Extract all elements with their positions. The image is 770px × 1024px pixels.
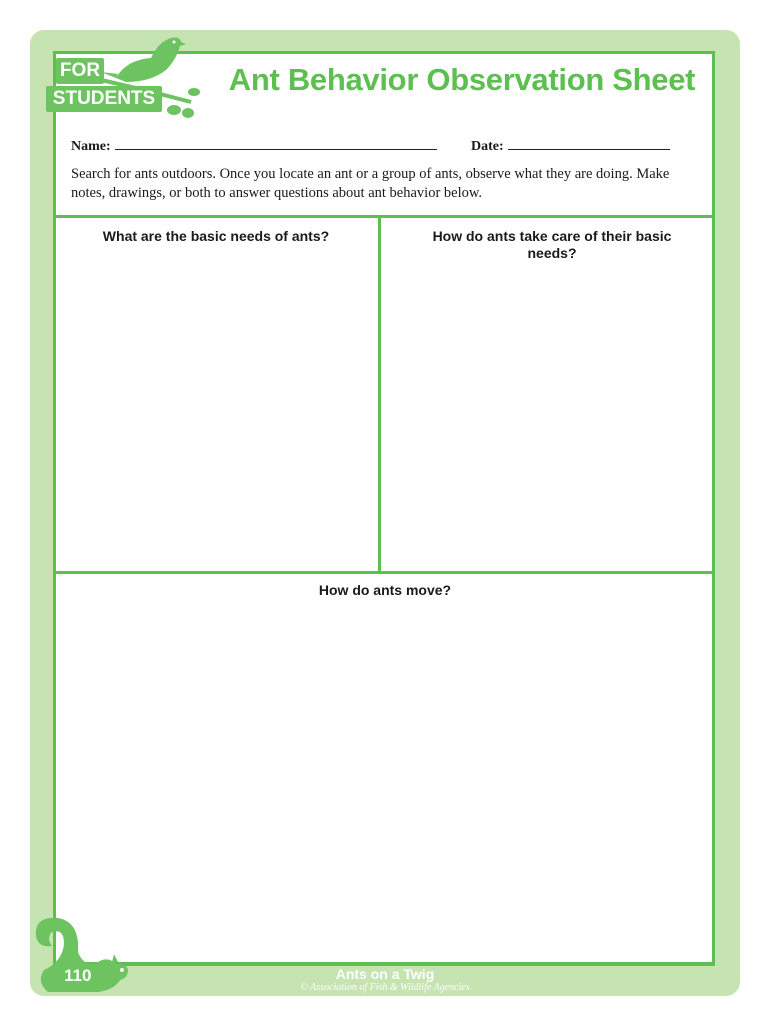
question-basic-needs: What are the basic needs of ants? [102,228,330,244]
badge-students-label: STUDENTS [46,86,162,112]
instructions-text: Search for ants outdoors. Once you locate an ant or a group of ants, observe what they are doing. Make notes, drawings, or both to answer questions about ant behavior below. [71,166,670,201]
answer-area-movement[interactable] [56,606,711,958]
name-field[interactable] [115,137,437,150]
name-label: Name: [71,139,111,154]
answer-area-care-needs[interactable] [383,262,711,567]
footer-book-title: Ants on a Twig [335,966,435,982]
date-label: Date: [471,139,504,154]
badge-for-label: FOR [56,58,104,84]
date-field[interactable] [508,137,670,150]
divider-top [53,215,715,218]
divider-middle [378,215,381,573]
page-title: Ant Behavior Observation Sheet [228,62,696,97]
question-care-needs: How do ants take care of their basic needs? [432,228,672,261]
name-date-row [71,137,691,155]
date-group [471,137,670,155]
page-number: 110 [64,966,92,985]
footer-copyright: © Association of Fish & Wildlife Agencies [300,982,470,993]
divider-bottom [53,571,715,574]
answer-area-basic-needs[interactable] [56,255,376,567]
question-movement: How do ants move? [318,582,452,598]
